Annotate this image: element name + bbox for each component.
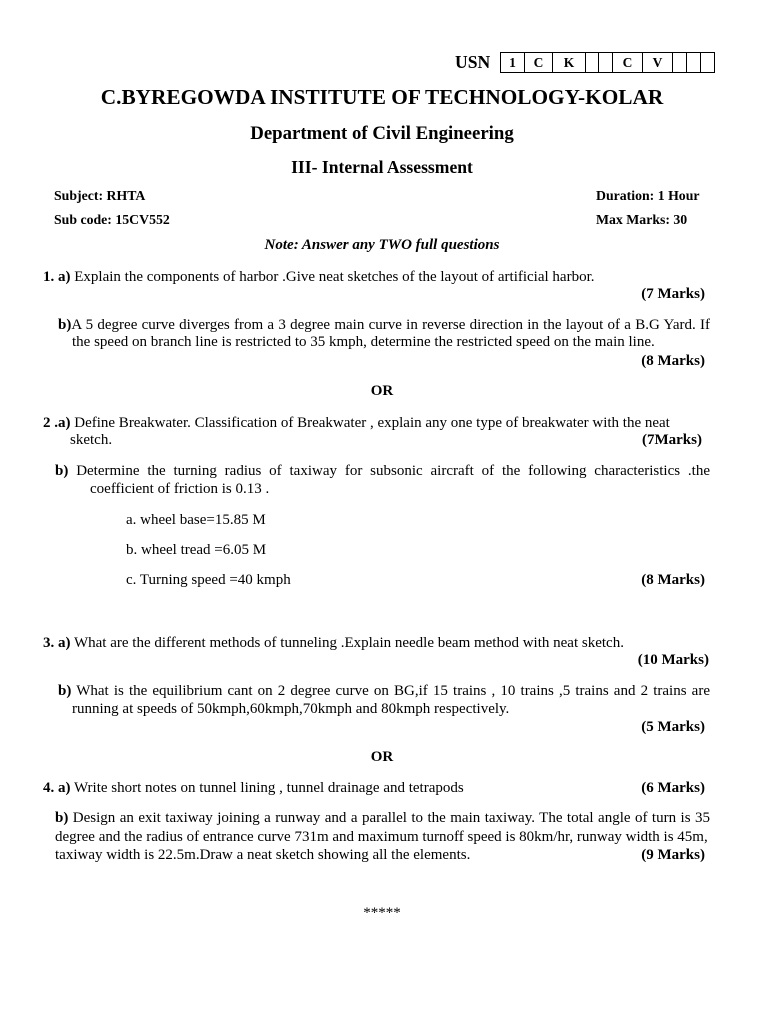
subject-code-value: 15CV552 [115,212,170,227]
or-separator: OR [370,749,394,765]
question-2a [43,414,670,432]
question-label: b) [55,810,69,826]
question-1a [43,268,595,286]
subject-label: Subject: [54,188,104,203]
question-4b [55,809,710,827]
usn-box: V [642,52,673,73]
list-item: a. wheel base=15.85 M [126,512,266,528]
question-3b [58,682,710,700]
question-text: degree and the radius of entrance curve 731m and maximum turnoff speed is 80km/hr, runway width is 45m, [55,829,708,845]
question-label: 1. a) [43,269,71,285]
marks-label: (9 Marks) [641,847,705,863]
usn-box [585,52,599,73]
max-marks-field [596,211,687,229]
subject-field [54,187,145,205]
marks-label: (8 Marks) [641,572,705,588]
question-text: Design an exit taxiway joining a runway and a parallel to the main taxiway. The total angle of turn is 35 [72,810,710,826]
marks-label: (6 Marks) [641,780,705,796]
question-2b [55,462,710,480]
question-text: What are the different methods of tunneling .Explain needle beam method with neat sketch. [73,635,624,651]
question-4a [43,779,464,797]
question-text: Define Breakwater. Classification of Breakwater , explain any one type of breakwater with the neat [74,415,670,431]
list-item: c. Turning speed =40 kmph [126,572,291,588]
question-label: 3. a) [43,635,71,651]
department-name: Department of Civil Engineering [250,123,514,144]
question-text: running at speeds of 50kmph,60kmph,70kmph and 80kmph respectively. [72,701,510,717]
question-label: b) [58,317,72,333]
duration-field [596,187,700,205]
marks-label: (7 Marks) [641,286,705,302]
max-marks-value: 30 [673,212,688,227]
question-label: 4. a) [43,780,71,796]
exam-title: III- Internal Assessment [291,157,473,177]
usn-box [700,52,715,73]
marks-label: (10 Marks) [637,652,709,668]
max-marks-label: Max Marks: [596,212,670,227]
usn-box [598,52,613,73]
instruction-note: Note: Answer any TWO full questions [264,237,500,253]
question-3a [43,634,624,652]
usn-label: USN [455,52,491,72]
marks-label: (8 Marks) [641,353,705,369]
marks-label: (7Marks) [642,432,702,448]
question-text: the speed on branch line is restricted to 35 kmph, determine the restricted speed on the main line. [72,334,655,350]
usn-box: 1 [500,52,525,73]
usn-box-row [500,52,715,73]
question-text: What is the equilibrium cant on 2 degree curve on BG,if 15 trains , 10 trains ,5 trains and 2 trains are [76,683,710,699]
question-1b [58,316,710,334]
duration-value: 1 Hour [657,188,700,203]
usn-box: C [524,52,553,73]
question-text: Explain the components of harbor .Give neat sketches of the layout of artificial harbor. [74,269,595,285]
question-text: Write short notes on tunnel lining , tunnel drainage and tetrapods [73,780,464,796]
question-label: b) [58,683,72,699]
question-text: coefficient of friction is 0.13 . [90,481,270,497]
list-item: b. wheel tread =6.05 M [126,542,267,558]
marks-label: (5 Marks) [641,719,705,735]
question-text: Determine the turning radius of taxiway for subsonic aircraft of the following characteristics .the [76,463,710,479]
question-label: b) [55,463,69,479]
institute-title: C.BYREGOWDA INSTITUTE OF TECHNOLOGY-KOLAR [100,85,664,109]
duration-label: Duration: [596,188,655,203]
subject-code-label: Sub code: [54,212,112,227]
subject-code-field [54,211,170,229]
question-text: A 5 degree curve diverges from a 3 degree main curve in reverse direction in the layout of a B.G Yard. If [71,317,710,333]
question-label: 2 .a) [43,415,71,431]
usn-box: C [612,52,643,73]
subject-value: RHTA [106,188,146,203]
usn-box: K [552,52,586,73]
question-text: taxiway width is 22.5m.Draw a neat sketch showing all the elements. [55,847,471,863]
usn-box [686,52,701,73]
end-marker: ***** [363,905,401,921]
or-separator: OR [370,383,394,399]
question-text: sketch. [70,432,113,448]
usn-box [672,52,687,73]
